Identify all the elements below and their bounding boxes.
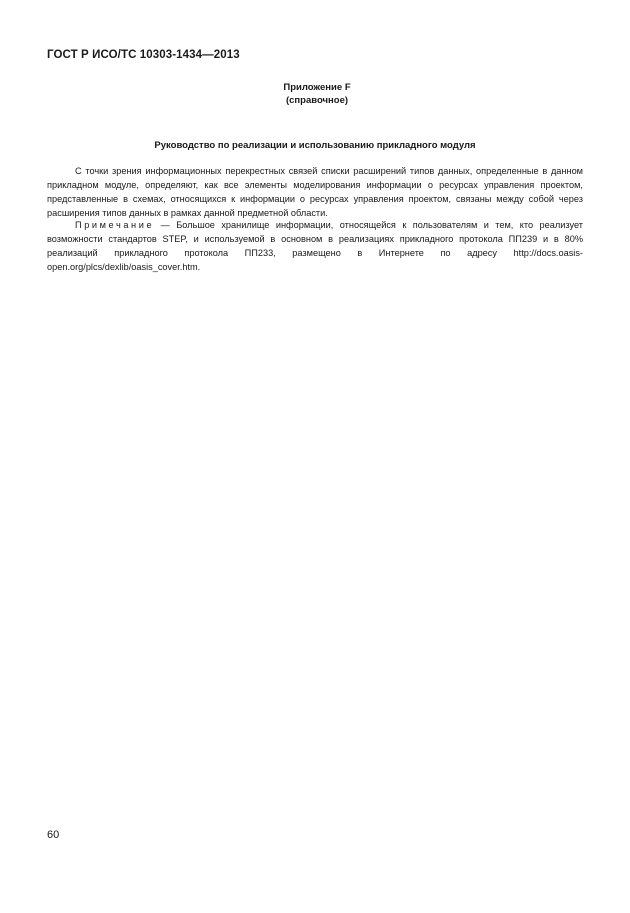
appendix-title: Приложение F [283,82,351,93]
standard-code-header: ГОСТ Р ИСО/ТС 10303-1434—2013 [47,49,240,61]
appendix-heading [0,81,630,107]
section-title: Руководство по реализации и использованию прикладного модуля [154,140,476,151]
note-label: Примечание [75,220,155,230]
page-number: 60 [47,829,60,841]
appendix-type: (справочное) [285,95,349,106]
note-text: — Большое хранилище информации, относящейся к пользователям и тем, кто реализует возможности стандартов STEP, и используемой в основном в реализациях прикладного протокола ПП239 и в 80% реализаций прикладного протокола ПП233, размещено в Интернете по адресу http://docs.oasis-open.org/plcs/dexlib/oasis_cover.htm. [47,220,583,272]
body-paragraph: С точки зрения информационных перекрестных связей списки расширений типов данных, определенные в данном прикладном модуле, определяют, как все элементы моделирования информации о ресурсах управления проектом, представленные в схемах, относящихся к информации о ресурсах управления проектом, связаны между собой через расширения типов данных в рамках данной предметной области. [47,166,583,218]
note-paragraph [47,218,583,274]
